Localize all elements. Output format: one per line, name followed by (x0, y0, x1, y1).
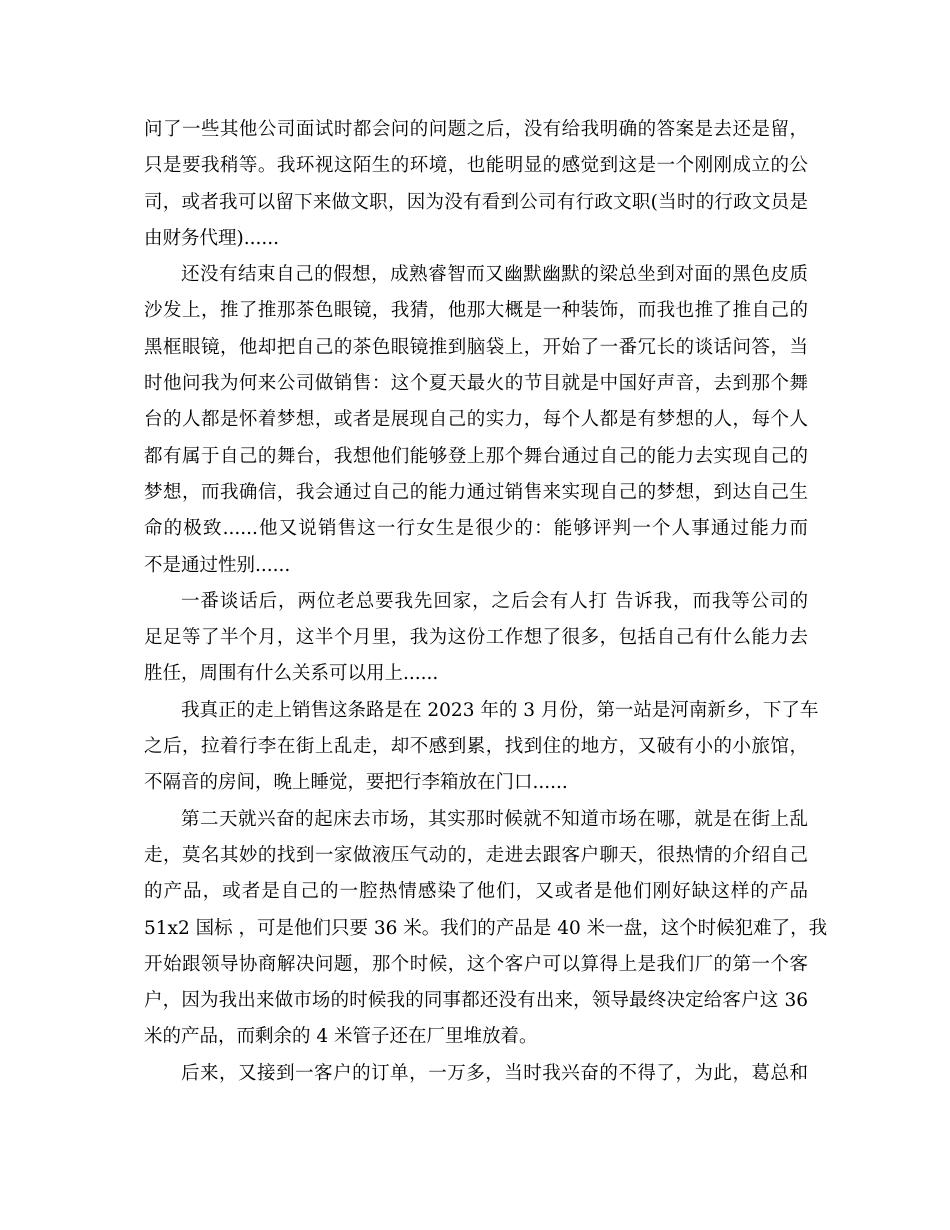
text-line: 台的人都是怀着梦想，或者是展现自己的实力，每个人都是有梦想的人，每个人 (144, 409, 808, 431)
document-page (144, 112, 828, 1092)
text-line: 司，或者我可以留下来做文职，因为没有看到公司有行政文职(当时的行政文员是 (144, 191, 808, 213)
text-line: 梦想，而我确信，我会通过自己的能力通过销售来实现自己的梦想，到达自己生 (144, 481, 808, 503)
text-line: 51x2 国标 ，可是他们只要 36 米。我们的产品是 40 米一盘，这个时候犯难了，我 (144, 917, 828, 939)
text-line: 的产品，或者是自己的一腔热情感染了他们，又或者是他们刚好缺这样的产品 (144, 881, 808, 903)
text-line: 不是通过性别...... (144, 554, 291, 576)
text-line: 黑框眼镜，他却把自己的茶色眼镜推到脑袋上，开始了一番冗长的谈话问答，当 (144, 336, 808, 358)
paragraph (144, 693, 819, 802)
text-line: 问了一些其他公司面试时都会问的问题之后，没有给我明确的答案是去还是留， (144, 119, 808, 140)
text-line: 户，因为我出来做市场的时候我的同事都还没有出来，领导最终决定给客户这 36 (144, 990, 808, 1012)
text-line: 胜任，周围有什么关系可以用上...... (144, 663, 439, 685)
text-line: 由财务代理)...... (144, 227, 280, 249)
text-line: 足足等了半个月，这半个月里，我为这份工作想了很多，包括自己有什么能力去 (144, 627, 808, 649)
text-line: 沙发上，推了推那茶色眼镜，我猜，他那大概是一种装饰，而我也推了推自己的 (144, 300, 808, 322)
paragraph (144, 1056, 808, 1092)
paragraph (144, 257, 808, 584)
text-line: 之后，拉着行李在街上乱走，却不感到累，找到住的地方，又破有小的小旅馆， (144, 736, 808, 758)
text-line: 后来，又接到一客户的订单，一万多，当时我兴奋的不得了，为此，葛总和 (181, 1062, 808, 1084)
text-line: 我真正的走上销售这条路是在 2023 年的 3 月份，第一站是河南新乡，下了车 (181, 699, 819, 721)
text-line: 米的产品，而剩余的 4 米管子还在厂里堆放着。 (144, 1026, 538, 1048)
text-line: 一番谈话后，两位老总要我先回家，之后会有人打 告诉我，而我等公司的 (181, 590, 808, 612)
text-line: 还没有结束自己的假想，成熟睿智而又幽默幽默的梁总坐到对面的黑色皮质 (181, 264, 808, 286)
text-line: 都有属于自己的舞台，我想他们能够登上那个舞台通过自己的能力去实现自己的 (144, 445, 808, 467)
paragraph (144, 112, 808, 257)
text-line: 不隔音的房间，晚上睡觉，要把行李箱放在门口...... (144, 772, 568, 794)
text-line: 命的极致......他又说销售这一行女生是很少的：能够评判一个人事通过能力而 (144, 518, 808, 540)
text-line: 第二天就兴奋的起床去市场，其实那时候就不知道市场在哪，就是在街上乱 (181, 808, 808, 830)
paragraph (144, 584, 808, 693)
text-line: 走，莫名其妙的找到一家做液压气动的，走进去跟客户聊天，很热情的介绍自己 (144, 844, 808, 866)
text-line: 开始跟领导协商解决问题，那个时候，这个客户可以算得上是我们厂的第一个客 (144, 953, 808, 975)
text-line: 时他问我为何来公司做销售：这个夏天最火的节目就是中国好声音，去到那个舞 (144, 373, 808, 395)
paragraph (144, 802, 828, 1056)
text-line: 只是要我稍等。我环视这陌生的环境，也能明显的感觉到这是一个刚刚成立的公 (144, 155, 808, 177)
